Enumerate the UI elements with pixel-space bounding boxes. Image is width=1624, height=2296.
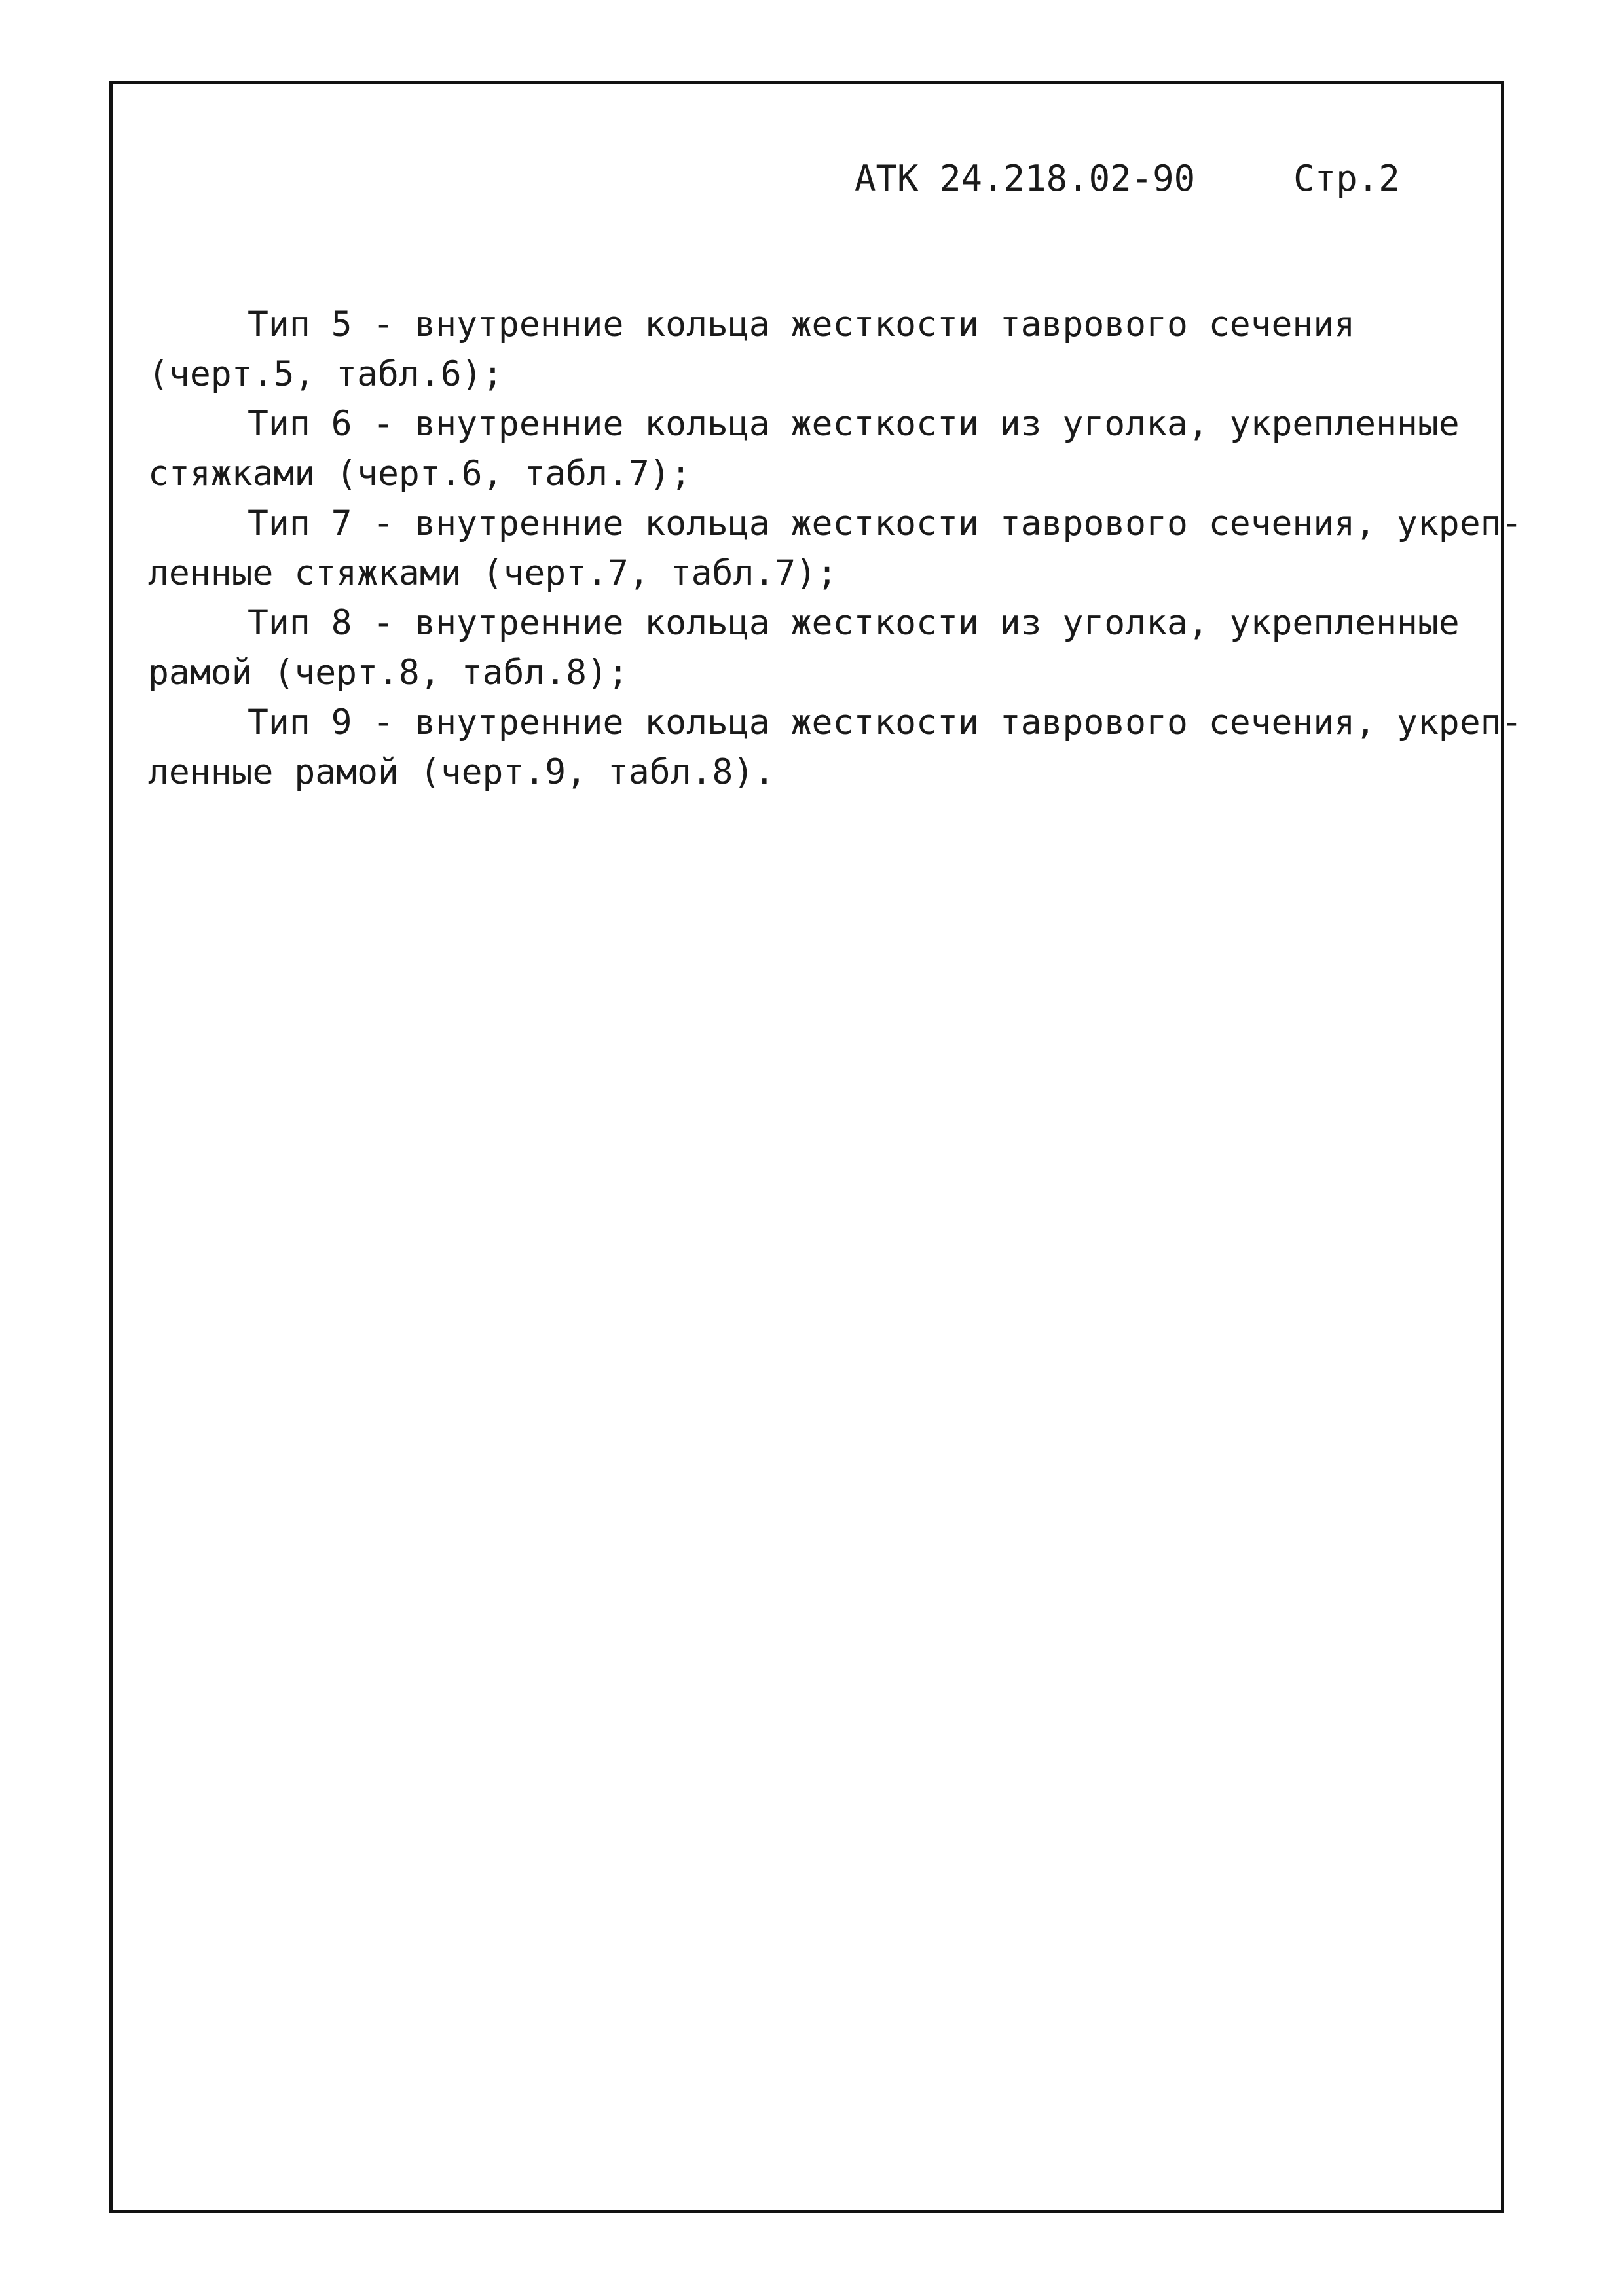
paragraph-type-6 [148, 399, 1490, 499]
paragraph-line: ленные стяжками (черт.7, табл.7); [148, 553, 838, 593]
paragraph-line: Тип 6 - внутренние кольца жесткости из уголка, укрепленные [248, 404, 1460, 444]
page-header [855, 156, 1400, 202]
paragraph-line: Тип 8 - внутренние кольца жесткости из уголка, укрепленные [248, 603, 1460, 643]
paragraph-type-8 [148, 598, 1490, 698]
paragraph-line: Тип 7 - внутренние кольца жесткости таврового сечения, укреп- [248, 503, 1522, 543]
paragraph-line: стяжками (черт.6, табл.7); [148, 454, 692, 494]
page-number: Стр.2 [1293, 158, 1400, 199]
paragraph-type-7 [148, 499, 1522, 598]
paragraph-line: рамой (черт.8, табл.8); [148, 653, 629, 693]
paragraph-type-9 [148, 698, 1522, 797]
paragraph-line: Тип 9 - внутренние кольца жесткости таврового сечения, укреп- [248, 702, 1522, 742]
paragraph-line: Тип 5 - внутренние кольца жесткости таврового сечения [248, 304, 1356, 344]
document-body [148, 300, 1522, 797]
document-code: АТК 24.218.02-90 [855, 158, 1196, 199]
paragraph-type-5 [148, 300, 1490, 399]
paragraph-line: (черт.5, табл.6); [148, 354, 504, 394]
paragraph-line: ленные рамой (черт.9, табл.8). [148, 752, 775, 792]
